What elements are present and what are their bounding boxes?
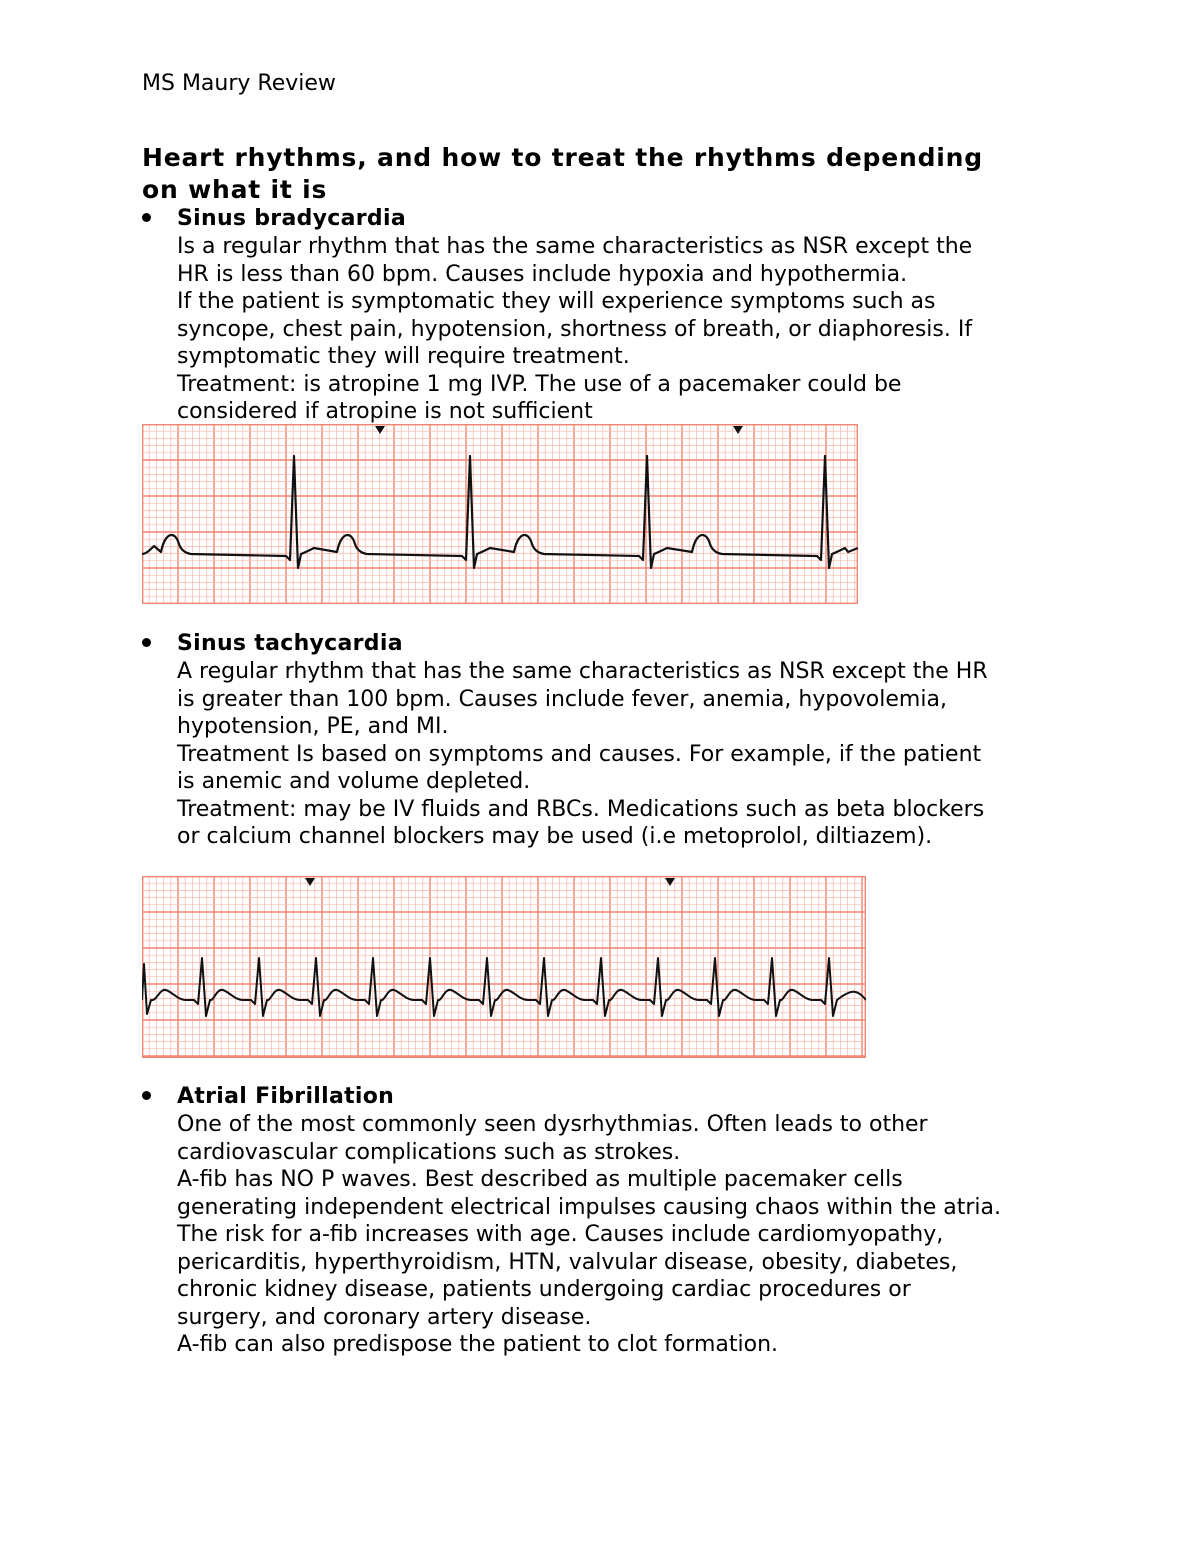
page-title-line: on what it is <box>142 175 328 204</box>
text-line: hypotension, PE, and MI. <box>177 714 449 739</box>
ecg-grid <box>142 876 866 1058</box>
text-line: pericarditis, hyperthyroidism, HTN, valvular disease, obesity, diabetes, <box>177 1249 958 1275</box>
text-line: A-fib has NO P waves. Best described as multiple pacemaker cells <box>177 1167 903 1192</box>
section-title: Sinus tachycardia <box>177 631 403 656</box>
text-line: A-fib can also predispose the patient to clot formation. <box>177 1332 779 1357</box>
text-line: cardiovascular complications such as strokes. <box>177 1139 681 1165</box>
text-line: Treatment: is atropine 1 mg IVP. The use of a pacemaker could be <box>177 371 902 397</box>
ecg-grid <box>142 424 858 604</box>
text-line: One of the most commonly seen dysrhythmias. Often leads to other <box>177 1112 928 1137</box>
text-line: A regular rhythm that has the same characteristics as NSR except the HR <box>177 659 988 684</box>
bullet-icon <box>142 638 151 647</box>
page-title-line: Heart rhythms, and how to treat the rhythms depending <box>142 143 983 172</box>
text-line: Treatment: may be IV fluids and RBCs. Medications such as beta blockers <box>177 796 985 822</box>
ecg-tachycardia-image <box>142 876 866 1058</box>
strip-marker-icon <box>665 878 675 886</box>
document-header: MS Maury Review <box>142 71 336 96</box>
text-line: If the patient is symptomatic they will experience symptoms such as <box>177 289 936 314</box>
text-line: syncope, chest pain, hypotension, shortness of breath, or diaphoresis. If <box>177 316 973 342</box>
section-sinus-bradycardia <box>142 205 1072 426</box>
page-title <box>142 142 1062 206</box>
text-line: or calcium channel blockers may be used (i.e metoprolol, diltiazem). <box>177 824 933 849</box>
text-line: is anemic and volume depleted. <box>177 769 531 794</box>
section-atrial-fibrillation <box>142 1083 1072 1359</box>
strip-marker-icon <box>733 426 743 434</box>
section-title: Sinus bradycardia <box>177 206 406 231</box>
text-line: surgery, and coronary artery disease. <box>177 1304 592 1330</box>
text-line: generating independent electrical impulses causing chaos within the atria. <box>177 1194 1001 1220</box>
section-sinus-tachycardia <box>142 630 1072 851</box>
text-line: The risk for a-fib increases with age. Causes include cardiomyopathy, <box>177 1222 944 1247</box>
text-line: chronic kidney disease, patients undergoing cardiac procedures or <box>177 1277 911 1302</box>
section-title: Atrial Fibrillation <box>177 1084 395 1109</box>
bullet-icon <box>142 213 151 222</box>
strip-marker-icon <box>375 426 385 434</box>
ecg-strip-tachycardia <box>142 876 866 1058</box>
text-line: HR is less than 60 bpm. Causes include hypoxia and hypothermia. <box>177 261 908 287</box>
text-line: Treatment Is based on symptoms and causes. For example, if the patient <box>177 741 982 767</box>
text-line: symptomatic they will require treatment. <box>177 344 630 369</box>
strip-marker-icon <box>305 878 315 886</box>
text-line: is greater than 100 bpm. Causes include fever, anemia, hypovolemia, <box>177 686 947 712</box>
ecg-bradycardia-image <box>142 424 858 604</box>
text-line: Is a regular rhythm that has the same characteristics as NSR except the <box>177 234 973 259</box>
bullet-icon <box>142 1091 151 1100</box>
ecg-strip-bradycardia <box>142 424 858 604</box>
text-line: considered if atropine is not sufficient <box>177 399 593 424</box>
